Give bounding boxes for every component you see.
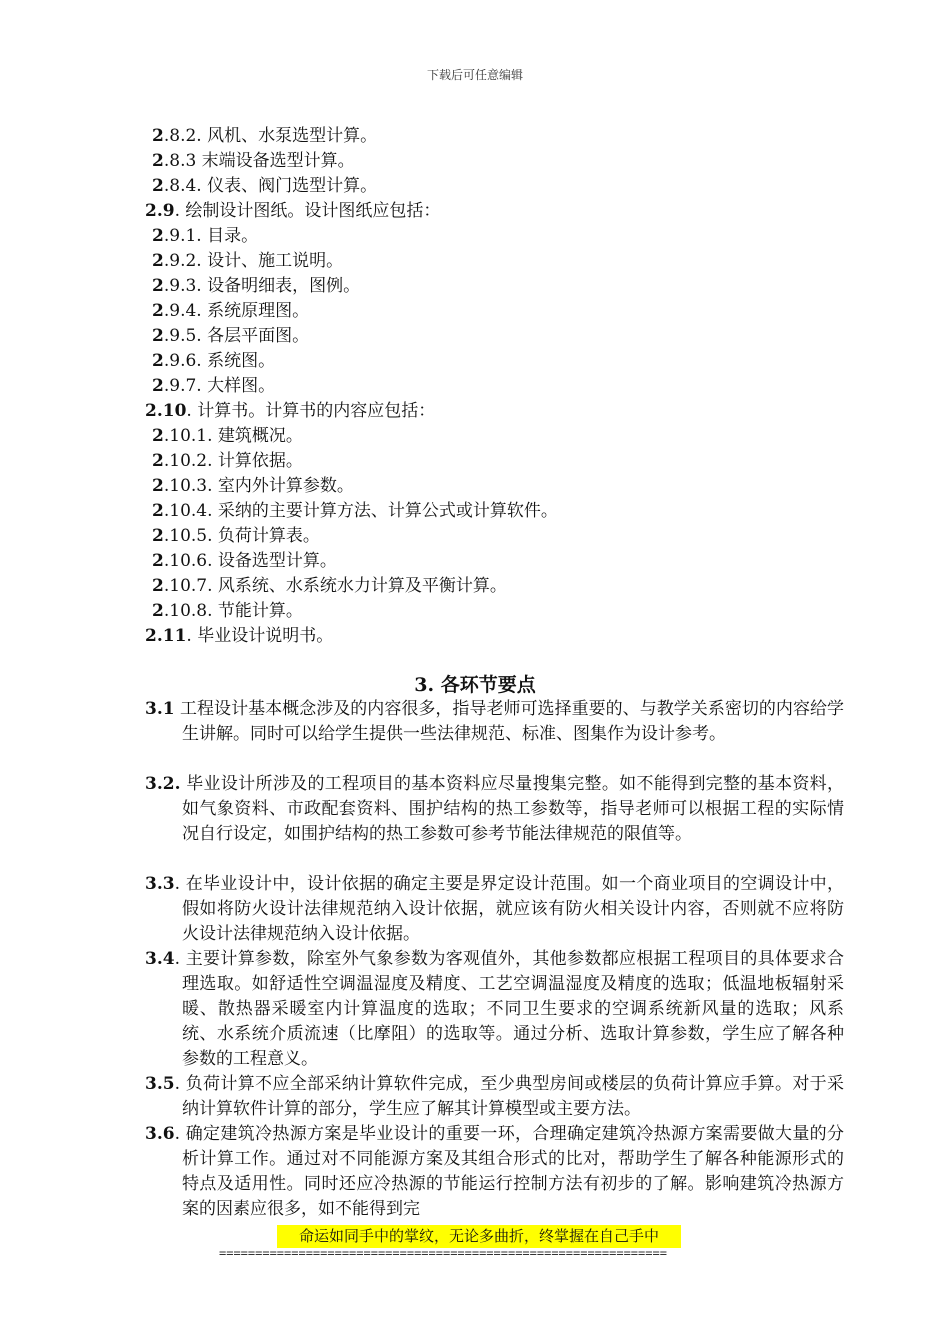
footer-rule: ============================================================== bbox=[219, 1246, 667, 1260]
toc-item: 2.10.8. 节能计算。 bbox=[152, 601, 303, 621]
toc-item: 2.10.2. 计算依据。 bbox=[152, 451, 303, 471]
toc-item: 2.9.3. 设备明细表，图例。 bbox=[152, 276, 361, 296]
toc-item: 2.10.5. 负荷计算表。 bbox=[152, 526, 320, 546]
toc-item: 2.9.5. 各层平面图。 bbox=[152, 326, 310, 346]
toc-item: 2.10. 计算书。计算书的内容应包括： bbox=[145, 401, 436, 421]
toc-item: 2.8.4. 仪表、阀门选型计算。 bbox=[152, 176, 378, 196]
paragraph: 3.4. 主要计算参数，除室外气象参数为客观值外，其他参数都应根据工程项目的具体要求合理选取。如舒适性空调温湿度及精度、工艺空调温湿度及精度的选取；低温地板辐射采暖、散热器采暖室内计算温度的选取；不同卫生要求的空调系统新风量的选取；风系统、水系统介质流速（比摩阻）的选取等。通过分析、选取计算参数，学生应了解各种参数的工程意义。 bbox=[145, 949, 844, 1069]
toc-item: 2.9.2. 设计、施工说明。 bbox=[152, 251, 344, 271]
paragraph: 3.6. 确定建筑冷热源方案是毕业设计的重要一环，合理确定建筑冷热源方案需要做大量的分析计算工作。通过对不同能源方案及其组合形式的比对，帮助学生了解各种能源形式的特点及适用性。同时还应冷热源的节能运行控制方法有初步的了解。影响建筑冷热源方案的因素应很多，如不能得到完 bbox=[145, 1124, 844, 1219]
paragraph: 3.1 工程设计基本概念涉及的内容很多，指导老师可选择重要的、与教学关系密切的内容给学生讲解。同时可以给学生提供一些法律规范、标准、图集作为设计参考。 bbox=[145, 699, 844, 744]
toc-item: 2.10.3. 室内外计算参数。 bbox=[152, 476, 354, 496]
toc-item: 2.10.7. 风系统、水系统水力计算及平衡计算。 bbox=[152, 576, 507, 596]
paragraph: 3.5. 负荷计算不应全部采纳计算软件完成，至少典型房间或楼层的负荷计算应手算。对于采纳计算软件计算的部分，学生应了解其计算模型或主要方法。 bbox=[145, 1074, 844, 1119]
paragraph: 3.2. 毕业设计所涉及的工程项目的基本资料应尽量搜集完整。如不能得到完整的基本资料，如气象资料、市政配套资料、围护结构的热工参数等，指导老师可以根据工程的实际情况自行设定，如围护结构的热工参数可参考节能法律规范的限值等。 bbox=[145, 774, 844, 844]
paragraph: 3.3. 在毕业设计中，设计依据的确定主要是界定设计范围。如一个商业项目的空调设计中，假如将防火设计法律规范纳入设计依据，就应该有防火相关设计内容，否则就不应将防火设计法律规范纳入设计依据。 bbox=[145, 874, 844, 944]
toc-item: 2.9. 绘制设计图纸。设计图纸应包括： bbox=[145, 201, 441, 221]
toc-item: 2.9.6. 系统图。 bbox=[152, 351, 276, 371]
toc-item: 2.10.6. 设备选型计算。 bbox=[152, 551, 337, 571]
page-header: 下载后可任意编辑 bbox=[426, 68, 523, 82]
footer-banner: 命运如同手中的掌纹，无论多曲折，终掌握在自己手中 bbox=[277, 1225, 681, 1248]
toc-item: 2.9.7. 大样图。 bbox=[152, 376, 276, 396]
section-title: 3. 各环节要点 bbox=[414, 674, 536, 696]
toc-item: 2.8.2. 风机、水泵选型计算。 bbox=[152, 126, 378, 146]
toc-item: 2.10.1. 建筑概况。 bbox=[152, 426, 303, 446]
toc-item: 2.8.3 末端设备选型计算。 bbox=[152, 151, 355, 171]
toc-item: 2.9.4. 系统原理图。 bbox=[152, 301, 310, 321]
toc-item: 2.9.1. 目录。 bbox=[152, 226, 259, 246]
toc-item: 2.11. 毕业设计说明书。 bbox=[145, 626, 334, 646]
toc-item: 2.10.4. 采纳的主要计算方法、计算公式或计算软件。 bbox=[152, 501, 558, 521]
